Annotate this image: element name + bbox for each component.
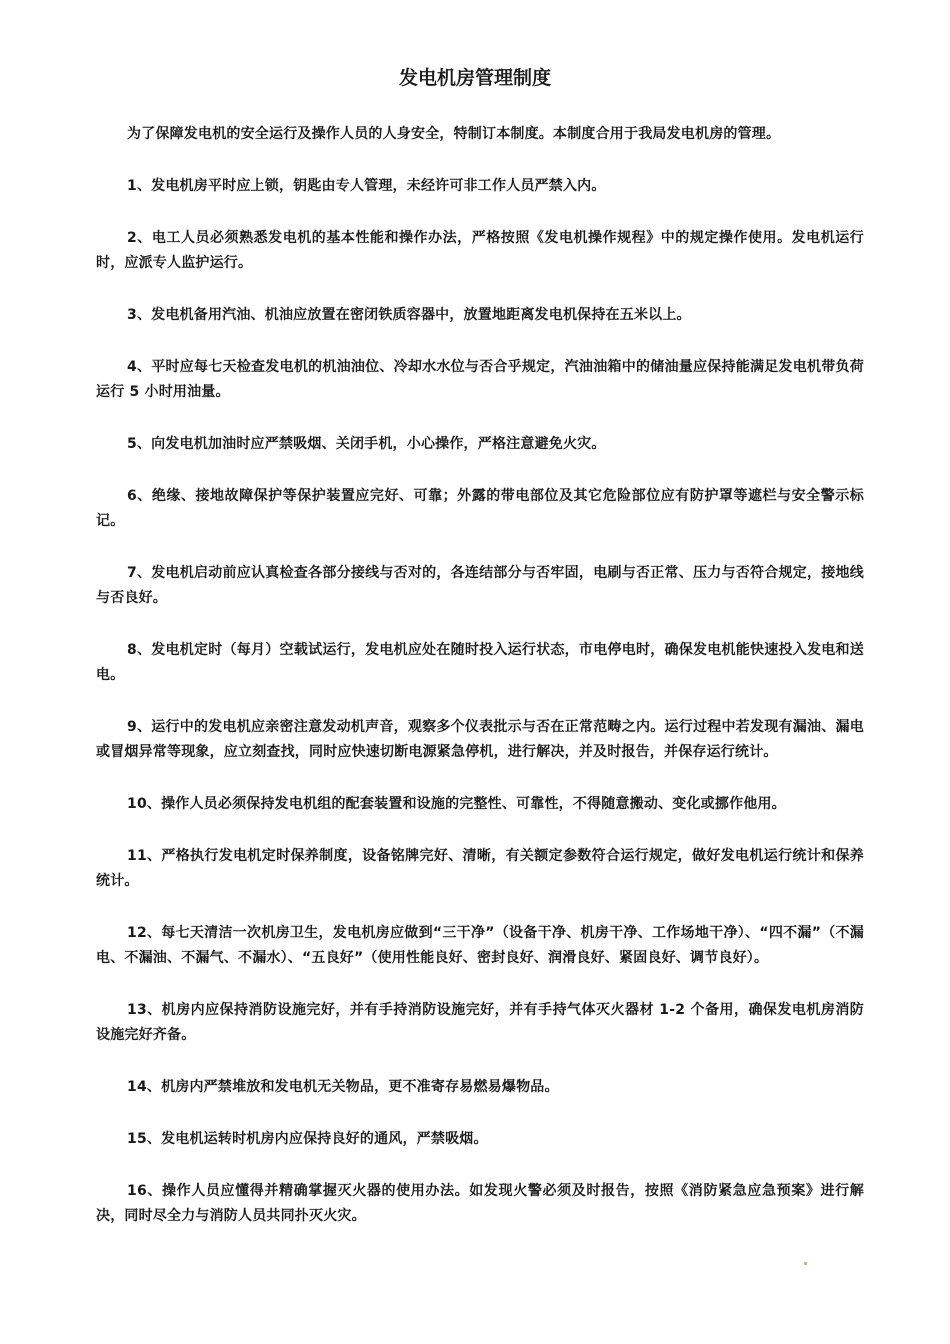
rule-item-11: 11、严格执行发电机定时保养制度，设备铭牌完好、清晰，有关额定参数符合运行规定，做好发电机运行统计和保养统计。 <box>96 848 864 889</box>
document-title: 发电机房管理制度 <box>398 67 551 89</box>
rule-item-5: 5、向发电机加油时应严禁吸烟、关闭手机，小心操作，严格注意避免火灾。 <box>127 436 606 452</box>
rule-item-1: 1、发电机房平时应上锁，钥匙由专人管理，未经许可非工作人员严禁入内。 <box>127 178 606 194</box>
rule-item-16: 16、操作人员应懂得并精确掌握灭火器的使用办法。如发现火警必须及时报告，按照《消防紧急应急预案》进行解决，同时尽全力与消防人员共同扑灭火灾。 <box>96 1183 864 1224</box>
rule-item-14: 14、机房内严禁堆放和发电机无关物品，更不准寄存易燃易爆物品。 <box>127 1079 559 1095</box>
rule-item-13: 13、机房内应保持消防设施完好，并有手持消防设施完好，并有手持气体灭火器材 1-2 个备用，确保发电机房消防设施完好齐备。 <box>96 1002 864 1043</box>
rule-item-10: 10、操作人员必须保持发电机组的配套装置和设施的完整性、可靠性，不得随意搬动、变化或挪作他用。 <box>127 796 786 812</box>
rule-item-12: 12、每七天清洁一次机房卫生，发电机房应做到“三干净”（设备干净、机房干净、工作场地干净）、“四不漏”（不漏电、不漏油、不漏气、不漏水）、“五良好”（使用性能良好、密封良好、润滑良好、紧固良好、调节良好）。 <box>96 925 864 966</box>
rule-item-2: 2、电工人员必须熟悉发电机的基本性能和操作办法，严格按照《发电机操作规程》中的规定操作使用。发电机运行时，应派专人监护运行。 <box>96 230 864 271</box>
rule-item-8: 8、发电机定时（每月）空载试运行，发电机应处在随时投入运行状态，市电停电时，确保发电机能快速投入发电和送电。 <box>96 642 864 683</box>
rule-item-3: 3、发电机备用汽油、机油应放置在密闭铁质容器中，放置地距离发电机保持在五米以上。 <box>127 307 691 323</box>
rule-item-9: 9、运行中的发电机应亲密注意发动机声音，观察多个仪表批示与否在正常范畴之内。运行过程中若发现有漏油、漏电或冒烟异常等现象，应立刻查找，同时应快速切断电源紧急停机，进行解决，并及时报告，并保存运行统计。 <box>96 719 864 760</box>
rule-item-7: 7、发电机启动前应认真检查各部分接线与否对的，各连结部分与否牢固，电刷与否正常、压力与否符合规定，接地线与否良好。 <box>96 565 864 606</box>
rule-item-6: 6、绝缘、接地故障保护等保护装置应完好、可靠；外露的带电部位及其它危险部位应有防护罩等遮栏与安全警示标记。 <box>96 488 864 529</box>
rule-item-4: 4、平时应每七天检查发电机的机油油位、冷却水水位与否合乎规定，汽油油箱中的储油量应保持能满足发电机带负荷运行 5 小时用油量。 <box>96 359 864 400</box>
rule-item-15: 15、发电机运转时机房内应保持良好的通风，严禁吸烟。 <box>127 1131 488 1147</box>
intro-paragraph: 为了保障发电机的安全运行及操作人员的人身安全，特制订本制度。本制度合用于我局发电机房的管理。 <box>127 126 781 142</box>
document-body <box>96 122 864 1256</box>
scan-dot-mark <box>804 1262 807 1265</box>
